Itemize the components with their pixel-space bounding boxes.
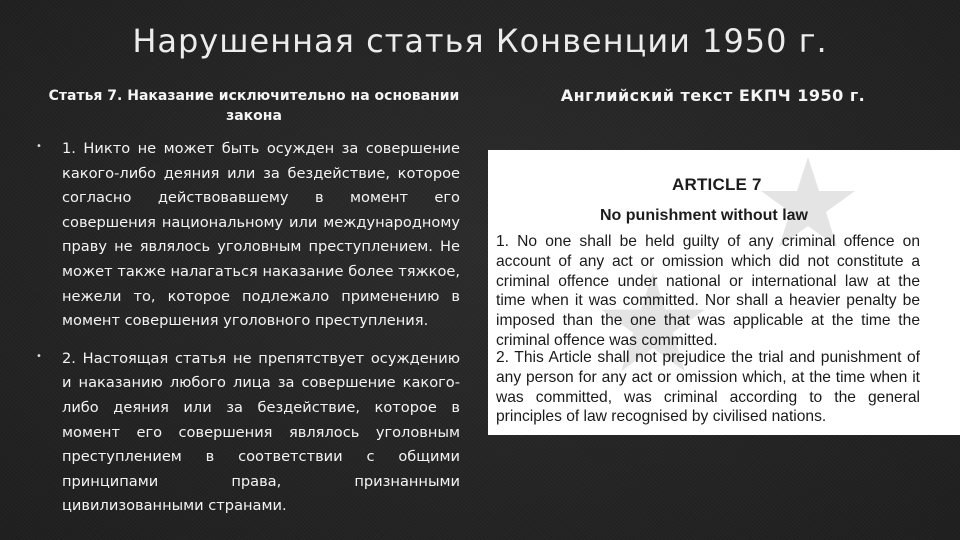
slide-title: Нарушенная статья Конвенции 1950 г.	[132, 22, 828, 60]
bullet-icon: •	[36, 141, 42, 152]
list-item-text: 2. Настоящая статья не препятствует осуждению и наказанию любого лица за совершение какого-либо деяния или за бездействие, которое в момент его совершения являлось уголовным преступлением в соответствии с общими принципами права, признанными цивилизованными странами.	[62, 349, 460, 515]
article-text-block	[488, 150, 960, 435]
russian-article-heading: Статья 7. Наказание исключительно на основании закона	[48, 88, 460, 124]
bullet-icon: •	[36, 350, 42, 362]
article-number: ARTICLE 7	[672, 175, 762, 194]
english-article-image	[488, 150, 960, 435]
article-paragraph: 1. No one shall be held guilty of any criminal offence on account of any act or omission which did not constitute a criminal offence under national or international law at the time when it was committed. Nor shall a heavier penalty be imposed than the one that was applicable at the time the criminal offence was committed.	[496, 233, 920, 349]
english-text-heading: Английский текст ЕКПЧ 1950 г.	[560, 86, 866, 105]
article-paragraph: 2. This Article shall not prejudice the trial and punishment of any person for any act or omission which, at the time when it was committed, was criminal according to the general principles of law recognised by civilised nations.	[496, 349, 920, 426]
russian-article-list	[30, 137, 460, 532]
list-item-text: 1. Никто не может быть осужден за совершение какого-либо деяния или за бездействие, которое согласно действовавшему в момент его совершения национальному или международному праву не являлось уголовным преступлением. Не может также налагаться наказание более тяжкое, нежели то, которое подлежало применению в момент совершения уголовного преступления.	[62, 140, 460, 330]
article-subtitle: No punishment without law	[600, 207, 808, 224]
list-item	[30, 347, 460, 519]
list-item	[30, 137, 460, 334]
